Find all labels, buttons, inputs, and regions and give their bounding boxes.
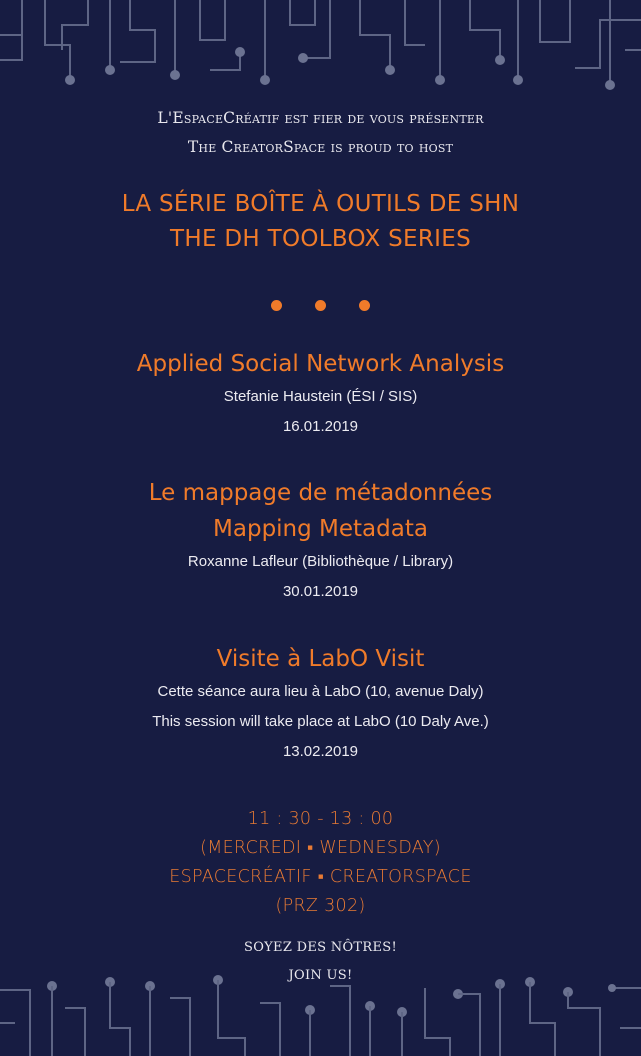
event-title: Applied Social Network Analysis [136, 351, 505, 377]
circuit-decoration-bottom [0, 968, 641, 1056]
intro-text [0, 104, 641, 162]
join-fr: SOYEZ DES NÔTRES! [244, 940, 397, 955]
series-title [0, 187, 641, 257]
circuit-decoration-top [0, 0, 641, 100]
event-date: 16.01.2019 [282, 418, 359, 435]
session-room: (PRZ 302) [275, 896, 366, 916]
session-time: 11 : 30 - 13 : 00 [247, 809, 394, 829]
event-3 [0, 641, 641, 767]
dots-divider [0, 296, 641, 310]
series-title-en: THE DH TOOLBOX SERIES [170, 226, 471, 252]
session-place: ESPACECRÉATIF ▪ CREATORSPACE [169, 867, 472, 887]
event-1 [0, 346, 641, 442]
event-title-fr: Le mappage de métadonnées [148, 480, 493, 506]
series-title-fr: LA SÉRIE BOÎTE À OUTILS DE SHN [121, 191, 520, 217]
session-details [0, 805, 641, 921]
dot-icon [359, 300, 370, 311]
event-date: 13.02.2019 [282, 743, 359, 760]
event-date: 30.01.2019 [282, 583, 359, 600]
dot-icon [271, 300, 282, 311]
join-en: JOIN US! [288, 968, 353, 983]
event-presenter: Stefanie Haustein (ÉSI / SIS) [223, 388, 418, 405]
intro-line-en: The CreatorSpace is proud to host [187, 138, 454, 156]
dot-icon [315, 300, 326, 311]
event-note-fr: Cette séance aura lieu à LabO (10, avenue Daly) [157, 683, 484, 700]
event-title: Visite à LabO Visit [216, 646, 425, 672]
intro-line-fr: L'EspaceCréatif est fier de vous présenter [157, 109, 484, 127]
event-2 [0, 475, 641, 607]
event-presenter: Roxanne Lafleur (Bibliothèque / Library) [187, 553, 454, 570]
event-note-en: This session will take place at LabO (10 Daly Ave.) [152, 713, 489, 730]
event-title-en: Mapping Metadata [213, 516, 428, 542]
session-day: (MERCREDI ▪ WEDNESDAY) [200, 838, 441, 858]
